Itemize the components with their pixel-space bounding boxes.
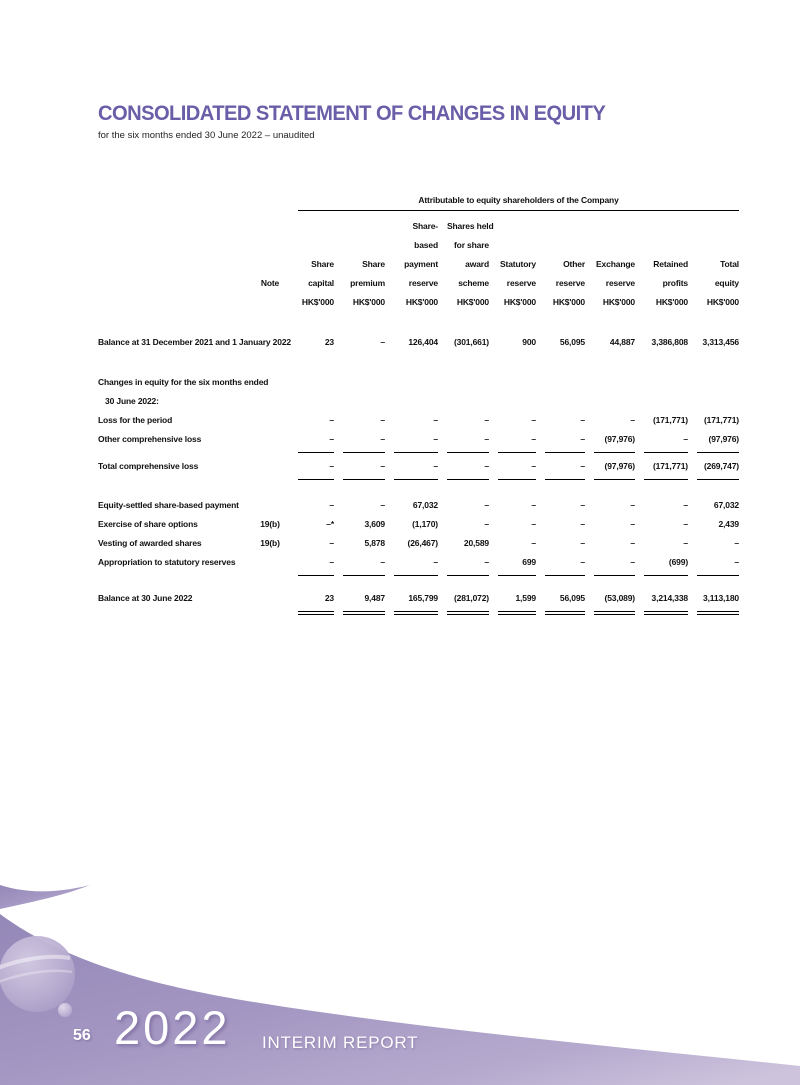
cell-value: – [343, 430, 385, 453]
cell-value: (301,661) [453, 337, 489, 347]
column-header-share-capital: capital [308, 278, 334, 288]
cell-value: 2,439 [718, 519, 739, 529]
cell-value [697, 373, 739, 392]
column-unit-shares-held-for-share-award-scheme: HK$'000 [456, 297, 489, 307]
cell-value: – [734, 538, 739, 548]
header-spacer [98, 293, 242, 312]
cell-value: 3,313,456 [702, 337, 739, 347]
cell-value: – [380, 415, 385, 425]
cell-value: – [594, 553, 635, 576]
page-number: 56 [73, 1027, 91, 1044]
cell-value: – [380, 337, 385, 347]
cell-value: 56,095 [559, 337, 585, 347]
row-label: Other comprehensive loss [98, 434, 202, 444]
cell-value: – [630, 538, 635, 548]
column-header-shares-held-for-share-award-scheme: scheme [458, 278, 489, 288]
row-note-ref: 19(b) [260, 519, 280, 529]
row-label: Balance at 31 December 2021 and 1 January 2022 [98, 337, 291, 347]
row-note-ref [251, 333, 289, 352]
cell-value: 23 [324, 337, 334, 347]
cell-value: – [630, 519, 635, 529]
row-note-ref [251, 589, 289, 615]
row-note-ref [251, 553, 289, 576]
row-label: Balance at 30 June 2022 [98, 593, 193, 603]
cell-value: – [298, 430, 334, 453]
column-header-statutory-reserve [498, 236, 536, 255]
cell-value: – [298, 553, 334, 576]
footer-main-wave-shape [0, 914, 800, 1085]
table-header-row [98, 274, 743, 293]
footer-report-label: INTERIM REPORT [262, 1033, 419, 1052]
cell-value: – [531, 415, 536, 425]
equity-changes-table [98, 195, 743, 615]
column-header-exchange-reserve: reserve [605, 278, 635, 288]
row-label: Total comprehensive loss [98, 461, 199, 471]
cell-value [545, 373, 585, 392]
column-unit-share-capital: HK$'000 [301, 297, 334, 307]
row-label: Vesting of awarded shares [98, 538, 202, 548]
row-note-ref: 19(b) [260, 538, 280, 548]
cell-value: – [484, 519, 489, 529]
row-note-ref [251, 457, 289, 480]
cell-value: 1,599 [498, 589, 536, 615]
column-unit-share-premium: HK$'000 [352, 297, 385, 307]
column-header-note [251, 217, 289, 236]
cell-value: 3,386,808 [651, 337, 688, 347]
cell-value: 3,214,338 [644, 589, 688, 615]
table-body [98, 333, 743, 615]
cell-value: (269,747) [697, 457, 739, 480]
cell-value: – [683, 500, 688, 510]
column-header-shares-held-for-share-award-scheme: Shares held [447, 221, 494, 231]
cell-value [498, 392, 536, 411]
column-header-retained-profits: profits [662, 278, 688, 288]
table-header-row [98, 236, 743, 255]
column-header-retained-profits: Retained [653, 259, 688, 269]
cell-value: – [697, 553, 739, 576]
row-note-ref [251, 373, 289, 392]
header-spacer [98, 255, 242, 274]
column-header-exchange-reserve: Exchange [596, 259, 635, 269]
column-header-share-capital [298, 217, 334, 236]
cell-value: – [484, 500, 489, 510]
column-header-retained-profits [644, 236, 688, 255]
column-unit-share-based-payment-reserve: HK$'000 [405, 297, 438, 307]
cell-value: 20,589 [463, 538, 489, 548]
column-unit-exchange-reserve: HK$'000 [602, 297, 635, 307]
column-header-share-capital: Share [311, 259, 334, 269]
row-label: Exercise of share options [98, 519, 198, 529]
cell-value: (26,467) [407, 538, 438, 548]
column-header-share-capital [298, 236, 334, 255]
column-unit-statutory-reserve: HK$'000 [503, 297, 536, 307]
cell-value: – [433, 415, 438, 425]
column-header-exchange-reserve [594, 217, 635, 236]
column-header-other-reserve [545, 236, 585, 255]
cell-value: – [343, 553, 385, 576]
column-header-share-based-payment-reserve: reserve [408, 278, 438, 288]
cell-value: – [380, 500, 385, 510]
cell-value [594, 373, 635, 392]
table-row [98, 589, 743, 615]
cell-value: – [580, 538, 585, 548]
table-row [98, 496, 743, 515]
cell-value: – [329, 500, 334, 510]
row-label: Equity-settled share-based payment [98, 500, 239, 510]
cell-value: – [580, 519, 585, 529]
column-header-share-based-payment-reserve: Share- [412, 221, 438, 231]
cell-value: 165,799 [394, 589, 438, 615]
cell-value: 44,887 [609, 337, 635, 347]
cell-value: – [531, 519, 536, 529]
row-note-ref [251, 411, 289, 430]
table-header-row [98, 255, 743, 274]
cell-value: (97,976) [594, 457, 635, 480]
column-unit-total-equity: HK$'000 [706, 297, 739, 307]
column-header-other-reserve [545, 217, 585, 236]
planet-decoration [0, 936, 75, 1012]
cell-value [394, 373, 438, 392]
small-moon-decoration [58, 1003, 72, 1017]
table-row [98, 392, 743, 411]
cell-value: (171,771) [652, 415, 688, 425]
cell-value [447, 373, 489, 392]
cell-value: – [545, 553, 585, 576]
column-header-total-equity [697, 236, 739, 255]
column-header-shares-held-for-share-award-scheme: for share [453, 240, 489, 250]
cell-value [298, 392, 334, 411]
column-header-note [251, 255, 289, 274]
column-header-note [251, 236, 289, 255]
column-header-share-premium [343, 236, 385, 255]
column-unit-other-reserve: HK$'000 [552, 297, 585, 307]
column-header-share-premium: premium [350, 278, 385, 288]
table-header [98, 217, 743, 312]
cell-value: – [484, 415, 489, 425]
cell-value: – [498, 457, 536, 480]
column-header-total-equity: Total [720, 259, 739, 269]
column-unit-retained-profits: HK$'000 [655, 297, 688, 307]
table-header-units-row [98, 293, 743, 312]
cell-value: 699 [498, 553, 536, 576]
cell-value: – [531, 538, 536, 548]
cell-value [394, 392, 438, 411]
column-header-statutory-reserve: Statutory [500, 259, 536, 269]
cell-value: (1,170) [412, 519, 438, 529]
cell-value: – [447, 430, 489, 453]
row-note-ref [251, 496, 289, 515]
cell-value: – [329, 538, 334, 548]
cell-value: – [545, 430, 585, 453]
cell-value [498, 373, 536, 392]
table-row [98, 515, 743, 534]
column-header-other-reserve: Other [563, 259, 585, 269]
table-row [98, 430, 743, 453]
cell-value [343, 392, 385, 411]
table-row [98, 457, 743, 480]
cell-value: – [343, 457, 385, 480]
cell-value: – [447, 457, 489, 480]
column-header-statutory-reserve: reserve [506, 278, 536, 288]
cell-value [447, 392, 489, 411]
cell-value: 67,032 [412, 500, 438, 510]
cell-value: – [630, 500, 635, 510]
cell-value: – [329, 415, 334, 425]
cell-value: – [394, 457, 438, 480]
cell-value [298, 373, 334, 392]
cell-value: 67,032 [713, 500, 739, 510]
cell-value [644, 373, 688, 392]
cell-value: 23 [298, 589, 334, 615]
footer-ribbon-shape [0, 885, 90, 909]
cell-value [697, 392, 739, 411]
cell-value: 900 [522, 337, 536, 347]
page-title: CONSOLIDATED STATEMENT OF CHANGES IN EQUITY [98, 102, 606, 125]
column-header-retained-profits [644, 217, 688, 236]
table-spanner-heading: Attributable to equity shareholders of the Company [418, 195, 619, 205]
column-header-exchange-reserve [594, 236, 635, 255]
cell-value: – [683, 538, 688, 548]
cell-value: – [644, 430, 688, 453]
cell-value [644, 392, 688, 411]
cell-value: – [630, 415, 635, 425]
cell-value [343, 373, 385, 392]
row-note-ref [251, 392, 289, 411]
table-row [98, 534, 743, 553]
column-header-total-equity: equity [714, 278, 739, 288]
column-header-other-reserve: reserve [555, 278, 585, 288]
row-label: Changes in equity for the six months ended [98, 377, 269, 387]
cell-value: 126,404 [408, 337, 438, 347]
cell-value: – [298, 457, 334, 480]
cell-value: (97,976) [697, 430, 739, 453]
column-header-share-based-payment-reserve: payment [404, 259, 438, 269]
column-header-statutory-reserve [498, 217, 536, 236]
table-header-row [98, 217, 743, 236]
header-spacer [98, 236, 242, 255]
row-label: Loss for the period [98, 415, 173, 425]
column-unit-note [251, 293, 289, 312]
cell-value: (97,976) [594, 430, 635, 453]
cell-value [594, 392, 635, 411]
cell-value: – [498, 430, 536, 453]
footer-wave-graphic [0, 880, 800, 1085]
header-spacer [98, 217, 242, 236]
column-header-share-premium [343, 217, 385, 236]
column-header-total-equity [697, 217, 739, 236]
page-subtitle: for the six months ended 30 June 2022 – unaudited [98, 130, 315, 141]
table-row [98, 333, 743, 352]
cell-value: (699) [644, 553, 688, 576]
row-label: 30 June 2022: [105, 396, 159, 406]
cell-value: – [683, 519, 688, 529]
column-header-note: Note [260, 278, 280, 288]
cell-value: 9,487 [343, 589, 385, 615]
cell-value: (53,089) [594, 589, 635, 615]
cell-value [545, 392, 585, 411]
cell-value: – [531, 500, 536, 510]
cell-value: 5,878 [364, 538, 385, 548]
cell-value: 56,095 [545, 589, 585, 615]
column-header-shares-held-for-share-award-scheme: award [465, 259, 489, 269]
row-label: Appropriation to statutory reserves [98, 557, 236, 567]
table-row [98, 553, 743, 576]
cell-value: 3,609 [364, 519, 385, 529]
header-spacer [98, 274, 242, 293]
cell-value: – [580, 500, 585, 510]
row-note-ref [251, 430, 289, 453]
column-header-share-premium: Share [362, 259, 385, 269]
table-row [98, 373, 743, 392]
table-row [98, 411, 743, 430]
cell-value: 3,113,180 [697, 589, 739, 615]
cell-value: – [394, 430, 438, 453]
cell-value: – [580, 415, 585, 425]
cell-value: (171,771) [703, 415, 739, 425]
table-spanner-rule [298, 195, 739, 211]
cell-value: – [394, 553, 438, 576]
footer-year-logo: 2022 [114, 1001, 231, 1054]
cell-value: – [447, 553, 489, 576]
cell-value: –* [326, 519, 334, 529]
cell-value: – [545, 457, 585, 480]
cell-value: (171,771) [644, 457, 688, 480]
cell-value: (281,072) [447, 589, 489, 615]
column-header-share-based-payment-reserve: based [414, 240, 438, 250]
